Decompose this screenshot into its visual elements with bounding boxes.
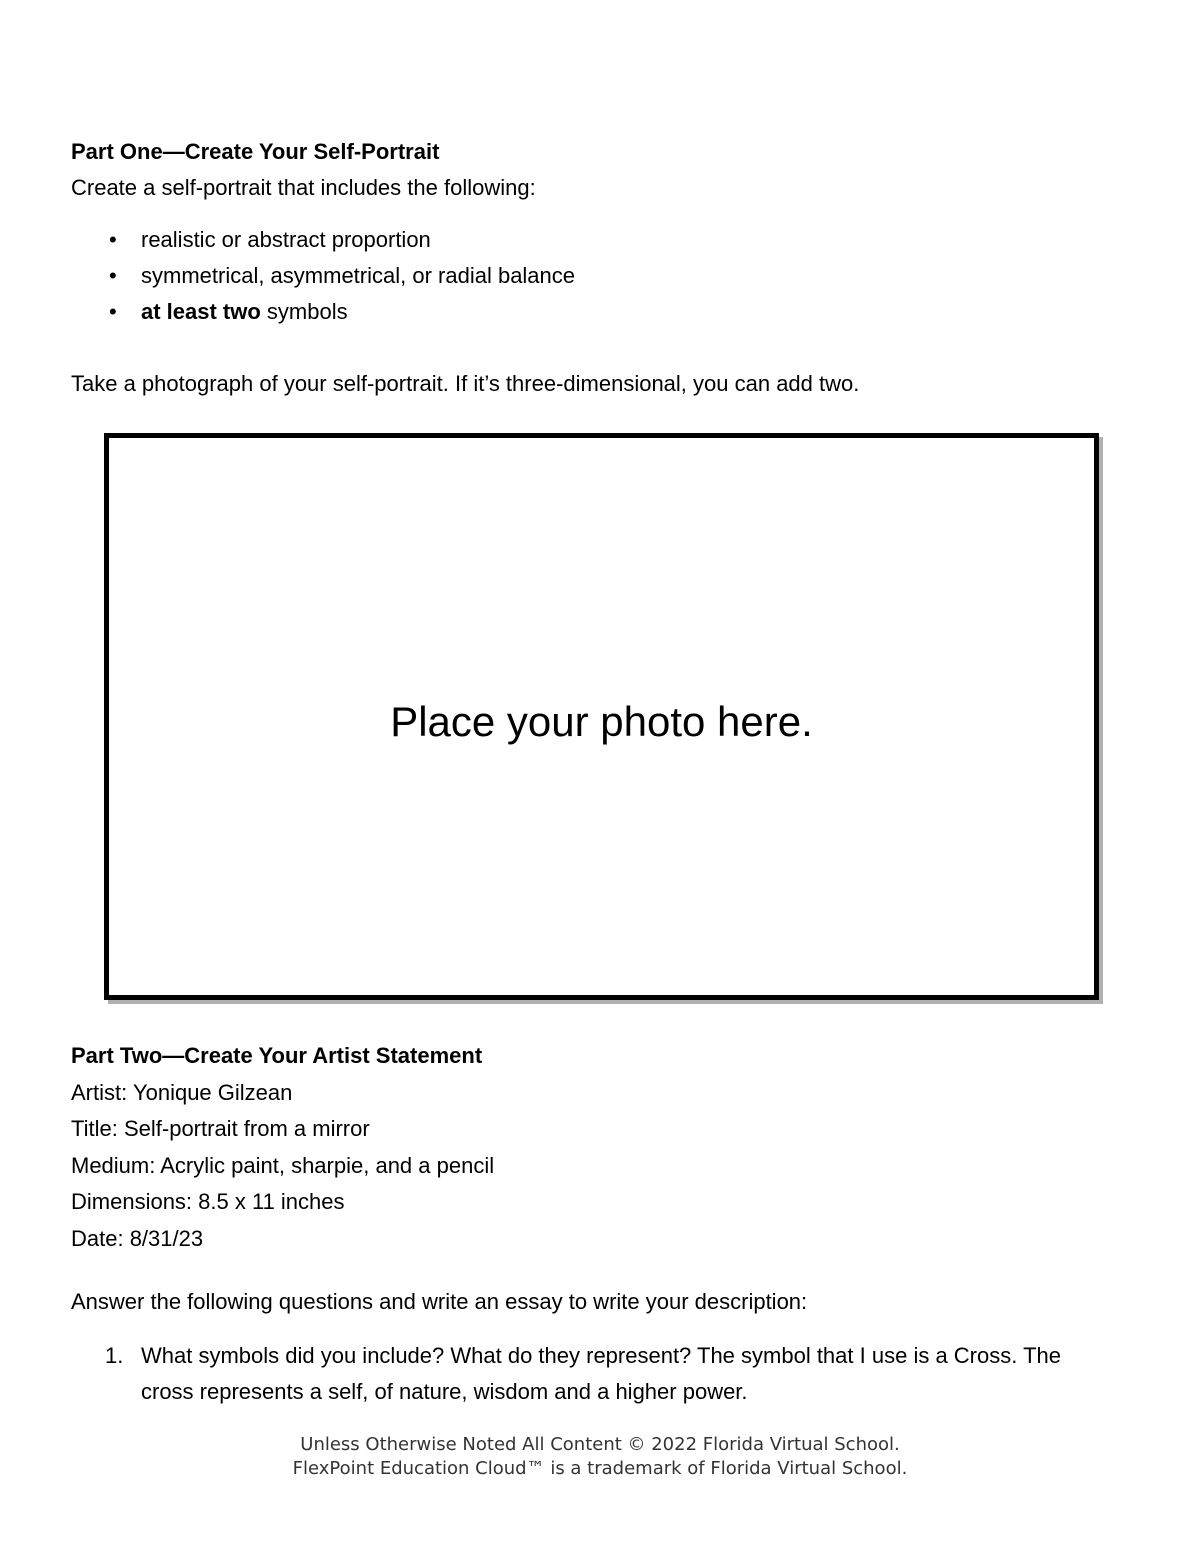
list-item	[71, 226, 575, 262]
photo-placeholder-box[interactable]	[104, 433, 1099, 1000]
bullet-icon: •	[109, 299, 117, 324]
footer-trademark: FlexPoint Education Cloud™ is a trademark of Florida Virtual School.	[292, 1458, 908, 1479]
questions-list	[71, 1338, 1111, 1410]
list-item-bold: at least two	[141, 299, 261, 324]
question-text: What symbols did you include? What do they represent? The symbol that I use is a Cross. The cross represents a self, of nature, wisdom and a higher power.	[141, 1343, 1061, 1404]
bullet-icon: •	[109, 263, 117, 288]
list-item	[71, 298, 575, 334]
requirements-list	[71, 226, 575, 334]
list-item	[71, 1338, 1111, 1410]
date-field: Date: 8/31/23	[71, 1225, 204, 1251]
list-item	[71, 262, 575, 298]
photo-instruction: Take a photograph of your self-portrait. If it’s three-dimensional, you can add two.	[71, 371, 860, 396]
bullet-icon: •	[109, 227, 117, 252]
page-footer	[0, 1433, 1200, 1481]
dimensions-field: Dimensions: 8.5 x 11 inches	[71, 1189, 345, 1214]
essay-instructions: Answer the following questions and write an essay to write your description:	[71, 1289, 808, 1314]
list-item-text: realistic or abstract proportion	[141, 227, 431, 252]
photo-placeholder-label: Place your photo here.	[390, 697, 813, 745]
question-number: 1.	[105, 1343, 124, 1368]
list-item-text: symmetrical, asymmetrical, or radial balance	[141, 263, 576, 288]
medium-field: Medium: Acrylic paint, sharpie, and a pencil	[71, 1152, 495, 1178]
part-two-heading: Part Two—Create Your Artist Statement	[71, 1043, 483, 1068]
artist-statement	[71, 1038, 494, 1257]
artist-field: Artist: Yonique Gilzean	[71, 1079, 293, 1105]
part-one-intro: Create a self-portrait that includes the following:	[71, 175, 536, 200]
title-field: Title: Self-portrait from a mirror	[71, 1116, 370, 1141]
footer-copyright: Unless Otherwise Noted All Content © 2022 Florida Virtual School.	[300, 1434, 900, 1455]
part-one-heading: Part One—Create Your Self-Portrait	[71, 139, 440, 164]
list-item-text: symbols	[260, 299, 348, 324]
